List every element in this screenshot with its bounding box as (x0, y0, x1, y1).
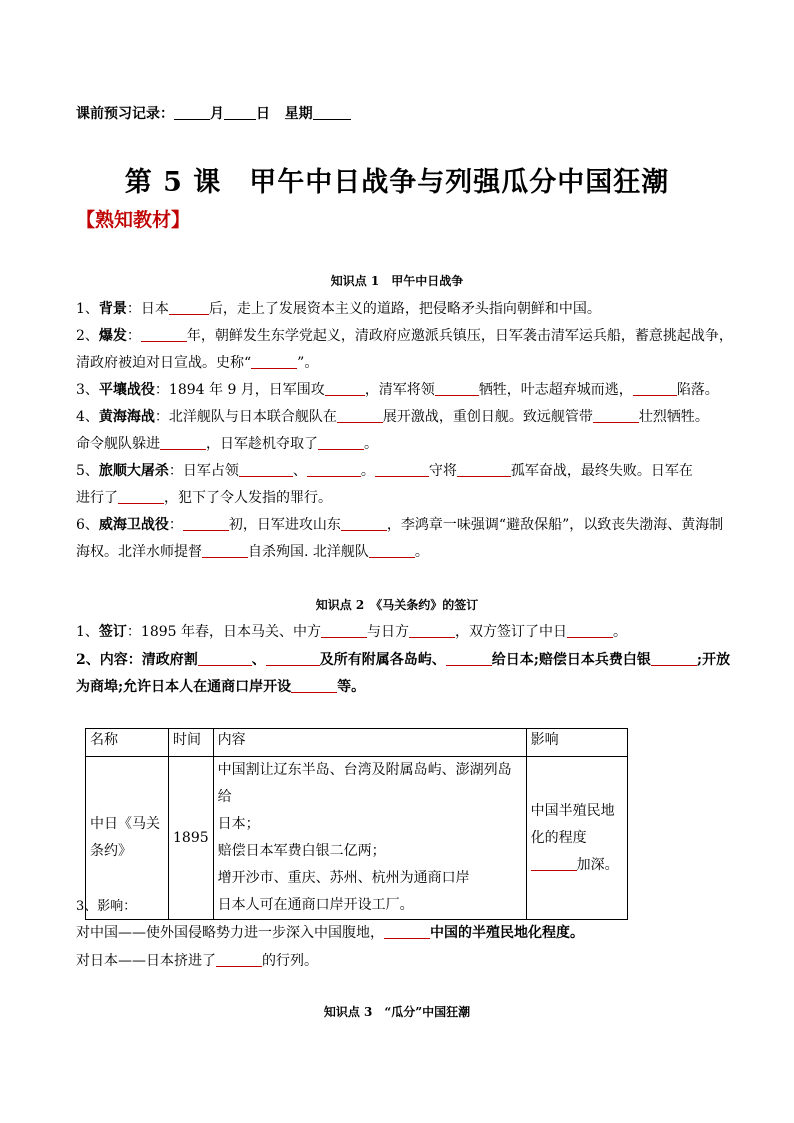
fill-blank[interactable] (633, 381, 677, 396)
fill-blank[interactable] (384, 924, 430, 939)
kp1-item-outbreak (76, 326, 733, 346)
item-text: ：1895 年春，日本马关、中方 (126, 624, 322, 640)
fill-blank[interactable] (337, 408, 383, 423)
item-text: 进行了 (76, 490, 118, 506)
kp1-item-lushun-cont (76, 488, 332, 508)
fill-blank[interactable] (369, 543, 415, 558)
item-label: 旅顺大屠杀 (98, 463, 169, 479)
kp2-impact-japan (76, 951, 318, 971)
table-header-row (86, 729, 628, 757)
kp1-item-yellowsea-cont (76, 434, 378, 454)
item-text: 后，走上了发展资本主义的道路，把侵略矛头指向朝鲜和中国。 (208, 301, 601, 317)
kp1-item-weihaiwei (76, 515, 723, 535)
item-number: 2、 (76, 652, 100, 668)
item-text: 自杀殉国. 北洋舰队 (248, 544, 369, 560)
item-text: 对中国——使外国侵略势力进一步深入中国腹地， (76, 925, 384, 941)
item-text: 中国的半殖民地化程度。 (430, 925, 584, 941)
kp1-item-background (76, 299, 601, 319)
item-label: 爆发 (98, 328, 127, 344)
fill-blank[interactable] (291, 678, 337, 693)
kp2-heading: 知识点 2 《马关条约》的签订 (315, 598, 479, 612)
fill-blank[interactable] (183, 516, 229, 531)
item-text: 孤军奋战，最终失败。日军在 (510, 463, 693, 479)
day-label: 日 (256, 106, 270, 122)
content-line: 中国割让辽东半岛、台湾及附属岛屿、澎湖列岛给 (217, 762, 512, 805)
item-label: 黄海海战 (98, 409, 155, 425)
item-text: 等。 (337, 679, 366, 695)
fill-blank[interactable] (141, 327, 187, 342)
item-text: 陷落。 (676, 382, 719, 398)
table-header: 名称 (86, 729, 169, 757)
item-text: ，犯下了令人发指的罪行。 (164, 490, 332, 506)
item-number: 3、 (76, 382, 99, 398)
fill-blank[interactable] (202, 543, 248, 558)
week-blank[interactable] (313, 105, 351, 120)
section-heading: 【熟知教材】 (76, 209, 191, 231)
item-text: ： (126, 328, 141, 344)
treaty-name-cell (86, 757, 169, 920)
month-blank[interactable] (174, 105, 210, 120)
item-text: ：清政府割 (127, 652, 198, 668)
fill-blank[interactable] (375, 462, 429, 477)
fill-blank[interactable] (435, 381, 479, 396)
fill-blank[interactable] (446, 651, 492, 666)
item-text: ： (168, 517, 183, 533)
week-label: 星期 (284, 106, 313, 122)
kp1-item-lushun (76, 461, 693, 481)
item-number: 2、 (76, 328, 99, 344)
content-line: 赔偿日本军费白银二亿两； (217, 843, 386, 859)
item-text: 给日本;赔偿日本兵费白银 (491, 652, 651, 668)
impact-line: 中国半殖民地 (530, 802, 615, 819)
item-text: ，李鸿章一味强调“避敌保船”，以致丧失渤海、黄海制 (386, 517, 724, 533)
item-label: 平壤战役 (98, 382, 155, 398)
fill-blank[interactable] (239, 462, 293, 477)
item-label: 签订 (98, 624, 127, 640)
fill-blank[interactable] (216, 952, 262, 967)
fill-blank[interactable] (325, 381, 365, 396)
item-text: 命令舰队躲进 (76, 436, 160, 452)
item-text: 、 (292, 463, 307, 479)
treaty-table (85, 728, 628, 920)
fill-blank[interactable] (567, 623, 613, 638)
item-text: ，双方签订了中日 (455, 624, 568, 640)
impact-line: 化的程度 (530, 829, 587, 846)
item-text: ;开放 (696, 652, 731, 668)
content-line: 增开沙市、重庆、苏州、杭州为通商口岸 (217, 870, 470, 886)
fill-blank[interactable] (307, 462, 361, 477)
item-number: 6、 (76, 517, 99, 533)
item-text: 守将 (428, 463, 457, 479)
preview-label: 课前预习记录： (76, 106, 174, 122)
kp2-content (76, 650, 730, 670)
fill-blank[interactable] (457, 462, 511, 477)
item-text: 展开激战，重创日舰。致远舰管带 (382, 409, 593, 425)
item-text: 的行列。 (262, 953, 318, 969)
fill-blank[interactable] (251, 354, 297, 369)
fill-blank[interactable] (531, 856, 577, 871)
fill-blank[interactable] (318, 435, 364, 450)
content-line: 日本人可在通商口岸开设工厂。 (217, 897, 414, 913)
fill-blank[interactable] (198, 651, 252, 666)
fill-blank[interactable] (266, 651, 320, 666)
lesson-title: 第 5 课 甲午中日战争与列强瓜分中国狂潮 (124, 167, 670, 198)
kp2-content-cont (76, 677, 365, 697)
item-text: 牺牲，叶志超弃城而逃， (478, 382, 633, 398)
kp2-impact-heading: 3、影响： (76, 899, 137, 914)
kp1-item-weihaiwei-cont (76, 542, 429, 562)
fill-blank[interactable] (160, 435, 206, 450)
kp1-item-pyongyang (76, 380, 719, 400)
item-text: ：日军占领 (168, 463, 239, 479)
treaty-content-cell (213, 757, 526, 920)
item-text: 为商埠;允许日本人在通商口岸开设 (76, 679, 292, 695)
day-blank[interactable] (224, 105, 256, 120)
item-text: 年，朝鲜发生东学党起义，清政府应邀派兵镇压，日军袭击清军运兵船，蓄意挑起战争， (186, 328, 733, 344)
treaty-name: 条约》 (90, 843, 132, 859)
item-text: 及所有附属各岛屿、 (319, 652, 446, 668)
item-label: 内容 (99, 652, 128, 668)
item-text: 壮烈牺牲。 (638, 409, 709, 425)
item-text: ，日军趁机夺取了 (206, 436, 318, 452)
item-text: 、 (251, 652, 266, 668)
table-header: 内容 (213, 729, 526, 757)
kp2-impact-china (76, 923, 584, 943)
item-text: 海权。北洋水师提督 (76, 544, 202, 560)
kp3-heading: 知识点 3 “瓜分”中国狂潮 (323, 1005, 471, 1019)
table-row (86, 757, 628, 920)
item-text: ，清军将领 (364, 382, 435, 398)
table-header: 影响 (526, 729, 627, 757)
treaty-year-cell: 1895 (169, 757, 214, 920)
item-text: 初，日军进攻山东 (228, 517, 341, 533)
impact-line (531, 852, 623, 879)
kp1-item-yellowsea (76, 407, 709, 427)
item-text: ：1894 年 9 月，日军围攻 (154, 382, 325, 398)
fill-blank[interactable] (593, 408, 639, 423)
treaty-name: 中日《马关 (90, 816, 160, 832)
item-number: 1、 (76, 301, 99, 317)
item-text: ：北洋舰队与日本联合舰队在 (154, 409, 337, 425)
item-text: 。 (414, 544, 429, 560)
item-text: ”。 (297, 355, 319, 371)
impact-text: 加深。 (576, 856, 619, 873)
content-line: 日本； (217, 816, 260, 832)
fill-blank[interactable] (651, 651, 697, 666)
fill-blank[interactable] (118, 489, 164, 504)
item-text: 与日方 (367, 624, 410, 640)
preview-record (76, 103, 351, 123)
item-number: 4、 (76, 409, 99, 425)
item-number: 5、 (76, 463, 99, 479)
fill-blank[interactable] (321, 623, 367, 638)
item-text: 。 (360, 463, 375, 479)
item-label: 威海卫战役 (98, 517, 169, 533)
table-header: 时间 (169, 729, 214, 757)
fill-blank[interactable] (341, 516, 387, 531)
treaty-impact-cell (526, 757, 627, 920)
item-text: 清政府被迫对日宣战。史称“ (76, 355, 252, 371)
item-text: 对日本——日本挤进了 (76, 953, 216, 969)
item-text: 。 (364, 436, 378, 452)
item-text: ：日本 (126, 301, 169, 317)
item-label: 背景 (98, 301, 127, 317)
fill-blank[interactable] (409, 623, 455, 638)
kp1-item-outbreak-cont (76, 353, 318, 373)
fill-blank[interactable] (169, 300, 209, 315)
kp1-heading: 知识点 1 甲午中日战争 (330, 274, 464, 288)
item-text: 。 (613, 624, 628, 640)
item-number: 1、 (76, 624, 99, 640)
month-label: 月 (210, 106, 224, 122)
kp2-sign (76, 622, 627, 642)
